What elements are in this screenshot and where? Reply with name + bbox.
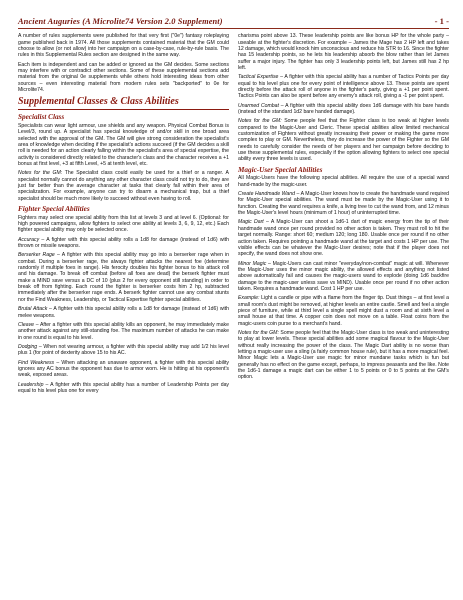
- ability-name: Create Handmade Wand: [238, 191, 295, 198]
- body-paragraph: Fighters may select one special ability from this list at levels 3 and at level 6. (Optional: for high powered campaigns, allow fighters to select one ability at levels 3, 6, 9, 12, etc.) Each fighter special ability may only be selected once.: [18, 214, 229, 234]
- example-text: Light a candle or pipe with a flame from the finger tip. Dust things – at first level a small room's dust might be removed, at higher levels an entire castle. Smell and feel a single piece of furniture, while at third level a single spell might dust a room and at sixth level a small house at that time. A copper coin does not move on a table. Float coins from the magic-users coin purse to a merchant's hand.: [238, 295, 450, 327]
- ability-name: Berserker Rage: [18, 252, 55, 259]
- ability-entry: [238, 103, 449, 116]
- ability-text: – A fighter with this special ability rolls a 1d8 for damage (instead of 1d6) with melee weapons.: [18, 306, 229, 319]
- right-column: [238, 33, 449, 397]
- gm-note-text: The Specialist class could easily be used for a thief or a ranger. A specialist normally cannot do anything any other character class could not try to do, they are just far better than the average character at tasks that clearly fall within their area of specialization. For example, anyone can try to disarm a mechanical trap, but a thief specialist should be much more likely to succeed without even having to roll.: [18, 170, 229, 202]
- body-paragraph: All Magic-Users have the following special abilities. All require the use of a special wand hand-made by the magic-user.: [238, 175, 449, 188]
- page-number: - 1 -: [434, 16, 449, 26]
- ability-entry: [238, 219, 449, 257]
- subsection-heading: Magic-User Special Abilities: [238, 165, 323, 174]
- gm-note-text: Some people feel that the Magic-User class is too weak and uninteresting to play at lower levels. These special abilities add some magical flavour to the Magic-User without really increasing the power of the class. The Magic Dart ability is no worse than letting a magic-user use a sling (a fairly common house rule), but it has a more magical feel. Minor Magic lets a Magic-User use magic for minor mundane tasks which is fun but generally has no effect on the game except, perhaps, to impress peasants and the like. Note the 1d6-1 damage a magic dart can be either 1 to 5 points or 0 to 5 points at the GM's option.: [238, 329, 449, 381]
- header-rule: [18, 28, 449, 29]
- subsection-heading: Fighter Special Abilities: [18, 205, 90, 214]
- example-entry: [238, 295, 449, 327]
- ability-entry: [238, 261, 449, 293]
- ability-name: Dodging: [18, 343, 38, 350]
- gm-note-text: Some people feel that the Fighter class is too weak at higher levels compared to the Magic-User and Cleric. These special abilities allow limited mechanical customization of Fighters without greatly increasing their power or making the game more complex to play or GM. Nevertheless, they do increase the power of the Fighter so the GM needs to carefully consider the needs of her players and her campaign before deciding to use these supplemental rules, especially if the option allowing fighters to select one special ability every three levels is used.: [238, 118, 449, 163]
- page-header: [18, 14, 449, 26]
- ability-text: – When attacking an unaware opponent, a fighter with this special ability ignores any AC bonus the opponent has due to armor worn. He is hitting at his opponent's weak, exposed areas.: [18, 359, 230, 379]
- intro-paragraph: Each item is independent and can be added or ignored as the GM decides. Some sections may interfere with or contradict other sections. Some of these supplemental sections add material from the original 0e supplements while others hold interesting ideas from other sources – even interesting material from modern rules sets "backported" to 0e for Microlite74.: [18, 61, 229, 94]
- ability-name: Magic Dart: [238, 219, 264, 226]
- ability-entry: [18, 306, 229, 319]
- ability-name: Brutal Attack: [18, 306, 48, 313]
- ability-entry: [18, 322, 229, 341]
- ability-entry: [238, 74, 449, 99]
- gm-note: [18, 170, 229, 202]
- ability-name: Unarmed Combat: [238, 102, 279, 109]
- ability-text: – A fighter with this special ability has a number of Leadership Points per day equal to his level plus one for every: [18, 381, 229, 394]
- ability-name: Find Weakness: [18, 359, 55, 366]
- body-paragraph: Specialists can wear light armour, use shields and any weapon. Physical Combat Bonus is Level/3, round up. A specialist has special knowledge of and/or skill in one broad area selected with the approval of the GM. The GM will give strong consideration the specialist's area of knowledge when deciding if the specialist's actions succeed (if the GM decides a skill roll is needed for an action clearly falling within the specialist's area of special expertise, the activity is considered directly related to the character's class and the character receives a +1 bonus at first level, +3 at fifth Level, +5 at tenth level, etc.: [18, 122, 229, 168]
- ability-text: – A fighter with this special ability does 1d6 damage with his bare hands (instead of the standard 1d2 bare handed damage).: [238, 102, 450, 116]
- gm-note-label: Notes for the GM:: [238, 329, 279, 336]
- columns: [18, 33, 449, 397]
- ability-text: – A fighter with this special ability rolls a 1d8 for damage (instead of 1d6) with thrown or missile weapons.: [18, 236, 229, 250]
- ability-entry: [18, 252, 229, 303]
- ability-name: Minor Magic: [238, 260, 267, 267]
- ability-text: – Magic-Users can cast minor "everyday/non-combat" magic at will. Whenever the Magic-User uses the minor magic ability, the allowed effects and anything not listed above automatically fail and causes the magic-users wand to explode (doing 1d6 backfire damage to the magic-user unless save vs MIND). Usable once per round if no other action taken. Requires a handmade wand. Cost 1 HP per use.: [238, 260, 449, 292]
- ability-name: Tactical Expertise: [238, 74, 279, 81]
- ability-entry: [18, 382, 229, 395]
- subsection-heading: Specialist Class: [18, 113, 65, 122]
- left-column: [18, 33, 229, 397]
- ability-text: – A fighter with this special ability has a number of Tactics Points per day equal to his level plus one for every point of intelligence above 13. These points are spent directly before the attack roll of anyone in the fighter's party, giving a +1 per point spent. Tactics Points can also be spent before any enemy's attack roll, giving a -1 per point spent.: [238, 74, 449, 100]
- ability-name: Leadership: [18, 381, 44, 388]
- ability-entry: [18, 360, 229, 379]
- section-rule: [18, 109, 229, 110]
- ability-name: Cleave: [18, 321, 35, 328]
- ability-text: – A fighter with this special ability may go into a berserker rage when in combat. During a berserker rage, the always fighter attacks the nearest foe (determine randomly if multiple foes in range). His ferocity doubles his fighter bonus to his attack roll and his damage. To break off combat (before all foes are dead) the berserk fighter must make a MIND save versus a DC of 10 (plus 2 for every opponent still standing) in order to break off from fighting. Each round the fighter is berserker costs him 2 hp, subtracted immediately after the berserker rage ends. A berserk fighter cannot use any combat stunts nor the Find Weakness, Leadership, or Tactical Expertise fighter special abilities.: [18, 252, 230, 303]
- body-paragraph: charisma point above 13. These leadership points are like bonus HP for the whole party – useable at the fighter's discretion. For example – James the Mage has 2 HP left and takes 12 damage, which would knock him unconscious and reduce his STR to 16. Since the fighter has 15 leadership points, so he lets his leadership absorb the blow rather than let James suffer a major injury. The fighter has only 3 leadership points left, but James still has 2 hp left.: [238, 33, 449, 72]
- ability-entry: [18, 344, 229, 357]
- header-title: Ancient Auguries (A Microlite74 Version 2.0 Supplement): [18, 17, 223, 26]
- gm-note-label: Notes for the GM:: [238, 118, 282, 125]
- example-label: Example:: [238, 295, 260, 302]
- ability-text: – After a fighter with this special ability kills an opponent, he may immediately make another attack against any still-standing foe. The maximum number of attacks he can make in one round is equal to his level.: [18, 321, 229, 341]
- ability-text: – When not wearing armour, a fighter with this special ability may add 1/2 his level plus 1 (for point of dexterity above 15 to his AC.: [18, 343, 229, 357]
- intro-paragraph: A number of rules supplements were published for that very first ("0e") fantasy roleplaying game published back in 1974. All those supplements contained material that the GM could choose to allow (or not allow) into her campaign on a case-by-case, rule-by-rule basis. The rules in this Supplemental Rules section are designed in the same way.: [18, 33, 229, 59]
- section-heading: Supplemental Classes & Class Abilities: [18, 96, 179, 108]
- ability-text: – A Magic-User can shoot a 1d6-1 dart of magic energy from the tip of their handmade wand once per round provided no other action is taken. They must roll to hit the target normally. Range: short 60; medium 120; long 180. Usable once per round if no other action taken. Requires pointing a handmade wand at the target and costs 1 HP per use. The visible effects can be whatever the Magic-User desires; note that if the player does not specify, the wand does not show one.: [238, 219, 449, 258]
- ability-entry: [18, 237, 229, 250]
- gm-note: [238, 118, 449, 162]
- gm-note-label: Notes for the GM:: [18, 170, 63, 177]
- ability-text: – A Magic-User knows how to create the handmade wand required for Magic-User special abilities. The wand must be made by the Magic-User using it to function. Creating the wand requires a knife, a living tree to cut the wand from, and 12 minus the Magic-User's level hours (minimum of 1 hour) of uninterrupted time.: [238, 191, 449, 217]
- gm-note: [238, 330, 449, 381]
- ability-entry: [238, 191, 449, 216]
- ability-name: Accuracy: [18, 236, 40, 243]
